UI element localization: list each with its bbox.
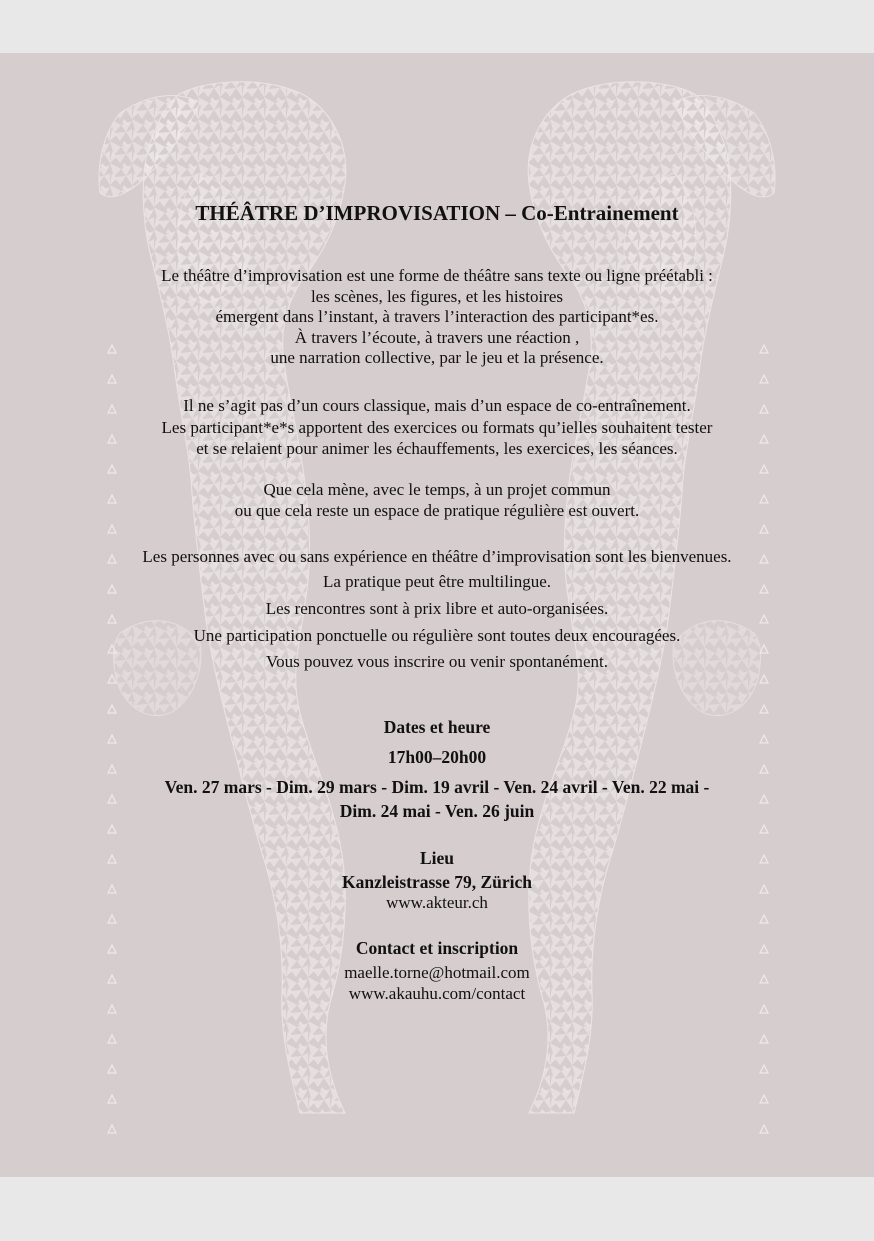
intro-line: À travers l’écoute, à travers une réaction , [294, 327, 580, 347]
flyer-content [0, 53, 874, 1177]
intro-line: les scènes, les figures, et les histoires [310, 286, 564, 306]
intro-line: une narration collective, par le jeu et la présence. [270, 348, 604, 367]
info-line: Vous pouvez vous inscrire ou venir spontanément. [266, 652, 608, 671]
dates-list-line: Ven. 27 mars - Dim. 29 mars - Dim. 19 avril - Ven. 24 avril - Ven. 22 mai - [164, 777, 710, 797]
co-training-line: et se relaient pour animer les échauffements, les exercices, les séances. [196, 438, 678, 458]
info-line: Les rencontres sont à prix libre et auto-organisées. [265, 599, 609, 618]
co-training-paragraph [0, 394, 874, 459]
project-paragraph [0, 480, 874, 521]
project-line: ou que cela reste un espace de pratique régulière est ouvert. [234, 500, 640, 520]
dates-heading: Dates et heure [383, 717, 491, 737]
dates-list-line: Dim. 24 mai - Ven. 26 juin [339, 801, 535, 821]
contact-website-link[interactable]: www.akauhu.com/contact [348, 984, 526, 1003]
info-paragraph [0, 544, 874, 674]
venue-heading: Lieu [419, 848, 455, 868]
info-line: Une participation ponctuelle ou régulière sont toutes deux encouragées. [193, 626, 681, 645]
intro-paragraph [0, 266, 874, 369]
venue-address: Kanzleistrasse 79, Zürich [341, 872, 533, 892]
contact-heading: Contact et inscription [355, 938, 519, 958]
contact-email-link[interactable]: maelle.torne@hotmail.com [344, 963, 530, 982]
page-title: THÉÂTRE D’IMPROVISATION – Co-Entrainement [195, 201, 679, 225]
time-range: 17h00–20h00 [387, 747, 487, 767]
co-training-line: Il ne s’agit pas d’un cours classique, mais d’un espace de co-entraînement. [183, 396, 691, 415]
info-line: La pratique peut être multilingue. [322, 572, 551, 591]
info-line: Les personnes avec ou sans expérience en théâtre d’improvisation sont les bienvenues. [142, 547, 732, 566]
intro-line: Le théâtre d’improvisation est une forme de théâtre sans texte ou ligne préétabli : [161, 266, 713, 285]
co-training-line: Les participant*e*s apportent des exercices ou formats qu’ielles souhaitent tester [161, 418, 713, 437]
flyer-page [0, 53, 874, 1177]
project-line: Que cela mène, avec le temps, à un projet commun [263, 480, 611, 499]
intro-line: émergent dans l’instant, à travers l’interaction des participant*es. [215, 307, 659, 326]
venue-website-link[interactable]: www.akteur.ch [386, 893, 488, 912]
